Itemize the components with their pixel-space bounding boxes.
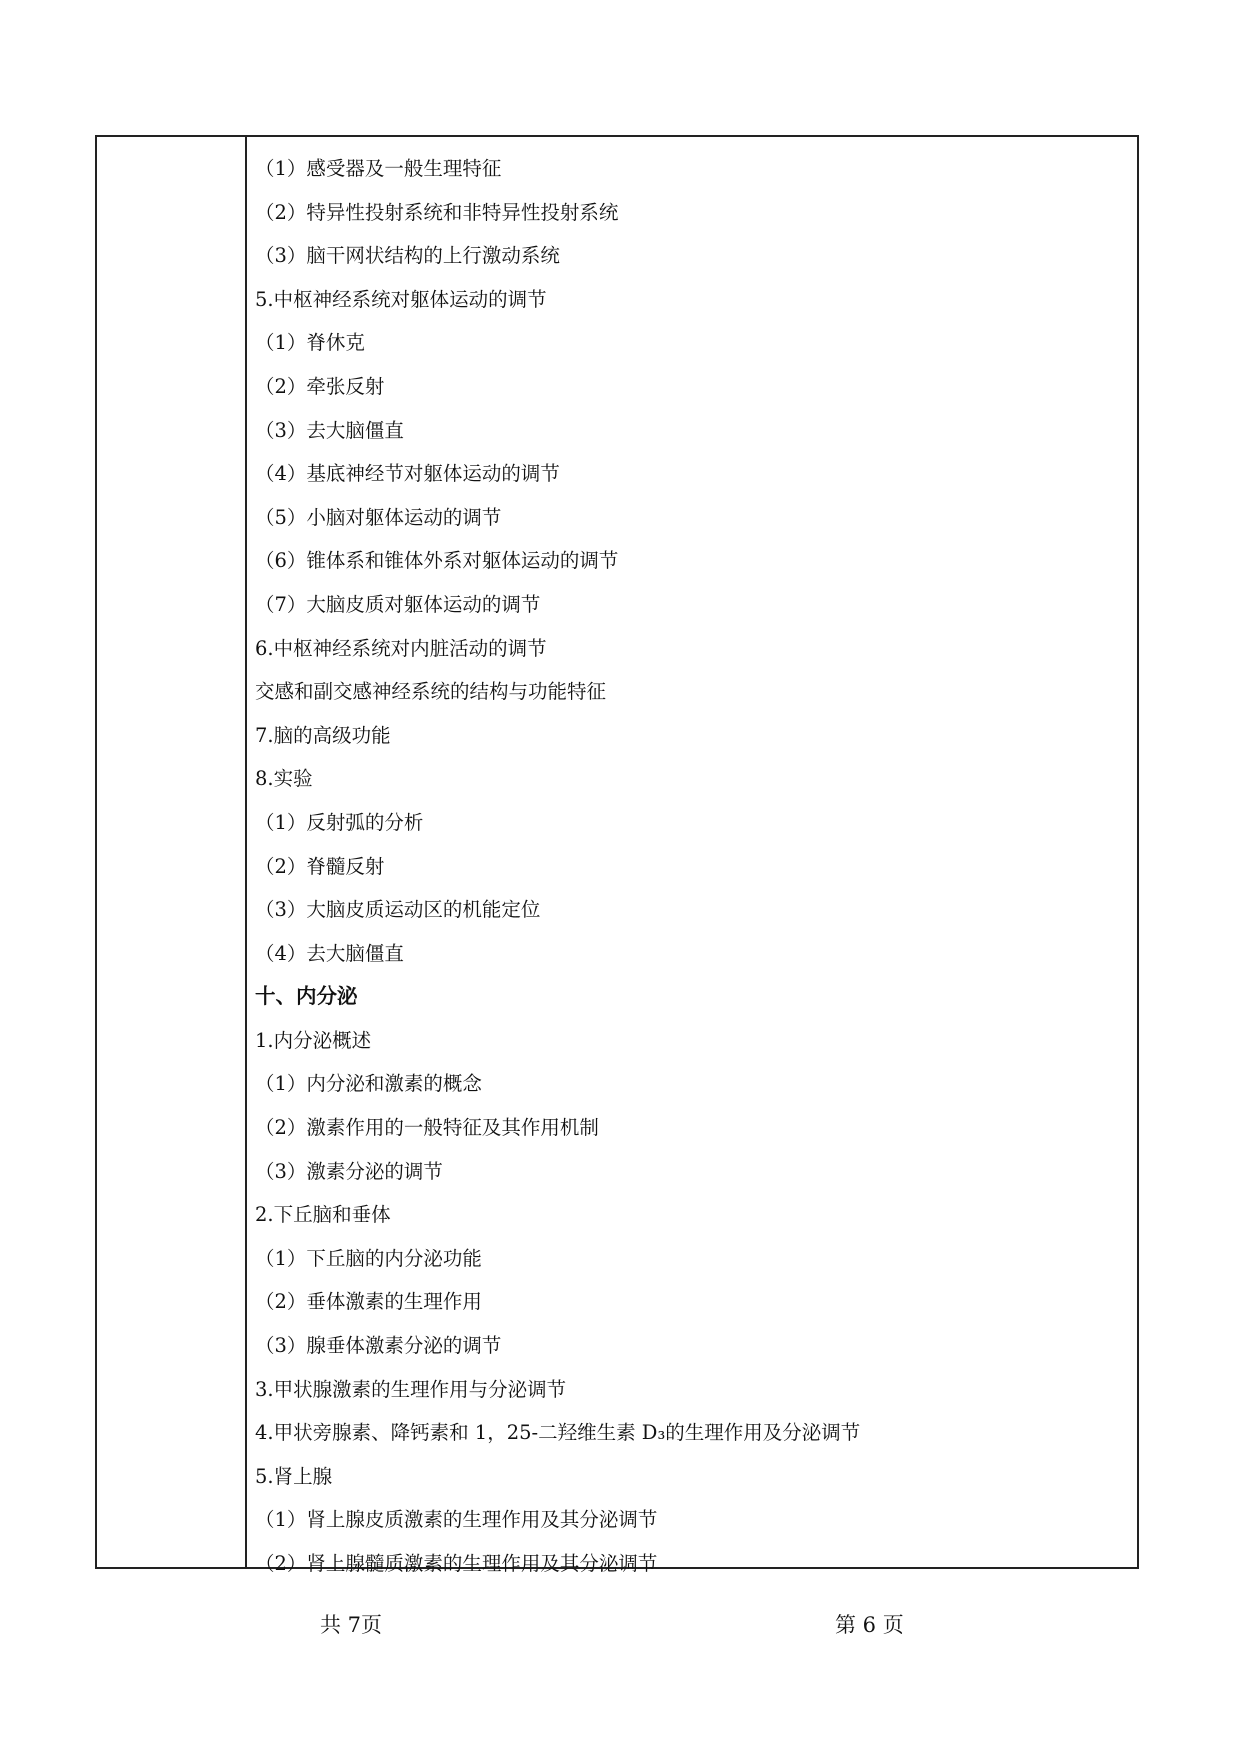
- sub-item: （7）大脑皮质对躯体运动的调节: [255, 592, 541, 616]
- sub-item: （3）大脑皮质运动区的机能定位: [255, 898, 541, 922]
- sub-item: （2）脊髓反射: [255, 854, 385, 878]
- sub-item: （3）腺垂体激素分泌的调节: [255, 1334, 502, 1358]
- sub-item: （2）激素作用的一般特征及其作用机制: [255, 1116, 599, 1140]
- sub-item: （4）基底神经节对躯体运动的调节: [255, 462, 560, 486]
- sub-item: （5）小脑对躯体运动的调节: [255, 505, 502, 529]
- sub-item: （1）反射弧的分析: [255, 810, 424, 834]
- sub-item: （4）去大脑僵直: [255, 941, 404, 965]
- list-item: 5.中枢神经系统对躯体运动的调节: [255, 287, 547, 311]
- sub-item: （1）肾上腺皮质激素的生理作用及其分泌调节: [255, 1508, 658, 1532]
- sub-item: （3）脑干网状结构的上行激动系统: [255, 244, 560, 268]
- list-item: 8.实验: [255, 767, 313, 791]
- list-item: 交感和副交感神经系统的结构与功能特征: [255, 680, 607, 704]
- list-item: 1.内分泌概述: [255, 1028, 372, 1052]
- sub-item: （2）特异性投射系统和非特异性投射系统: [255, 200, 619, 224]
- sub-item: （2）牵张反射: [255, 374, 385, 398]
- section-heading: 十、内分泌: [255, 984, 358, 1009]
- sub-item: （1）脊休克: [255, 331, 365, 355]
- list-item: 2.下丘脑和垂体: [255, 1203, 391, 1227]
- list-item: 7.脑的高级功能: [255, 723, 391, 747]
- sub-item: （1）下丘脑的内分泌功能: [255, 1246, 482, 1270]
- syllabus-table: [95, 135, 1139, 1575]
- sub-item: （1）感受器及一般生理特征: [255, 157, 502, 180]
- sub-item: （1）内分泌和激素的概念: [255, 1072, 482, 1096]
- list-item: 5.肾上腺: [255, 1464, 333, 1488]
- sub-item: （2）肾上腺髓质激素的生理作用及其分泌调节: [255, 1552, 658, 1575]
- list-item: 4.甲状旁腺素、降钙素和 1，25-二羟维生素 D₃的生理作用及分泌调节: [255, 1421, 861, 1445]
- list-item: 6.中枢神经系统对内脏活动的调节: [255, 636, 547, 660]
- column-divider: [245, 137, 247, 1567]
- page-total: 共 7页: [320, 1613, 383, 1637]
- list-item: 3.甲状腺激素的生理作用与分泌调节: [255, 1377, 567, 1401]
- sub-item: （3）去大脑僵直: [255, 418, 404, 442]
- sub-item: （2）垂体激素的生理作用: [255, 1290, 482, 1314]
- sub-item: （6）锥体系和锥体外系对躯体运动的调节: [255, 549, 619, 573]
- content-cell: [255, 147, 1127, 1586]
- page-number: 第 6 页: [835, 1613, 904, 1637]
- sub-item: （3）激素分泌的调节: [255, 1159, 443, 1183]
